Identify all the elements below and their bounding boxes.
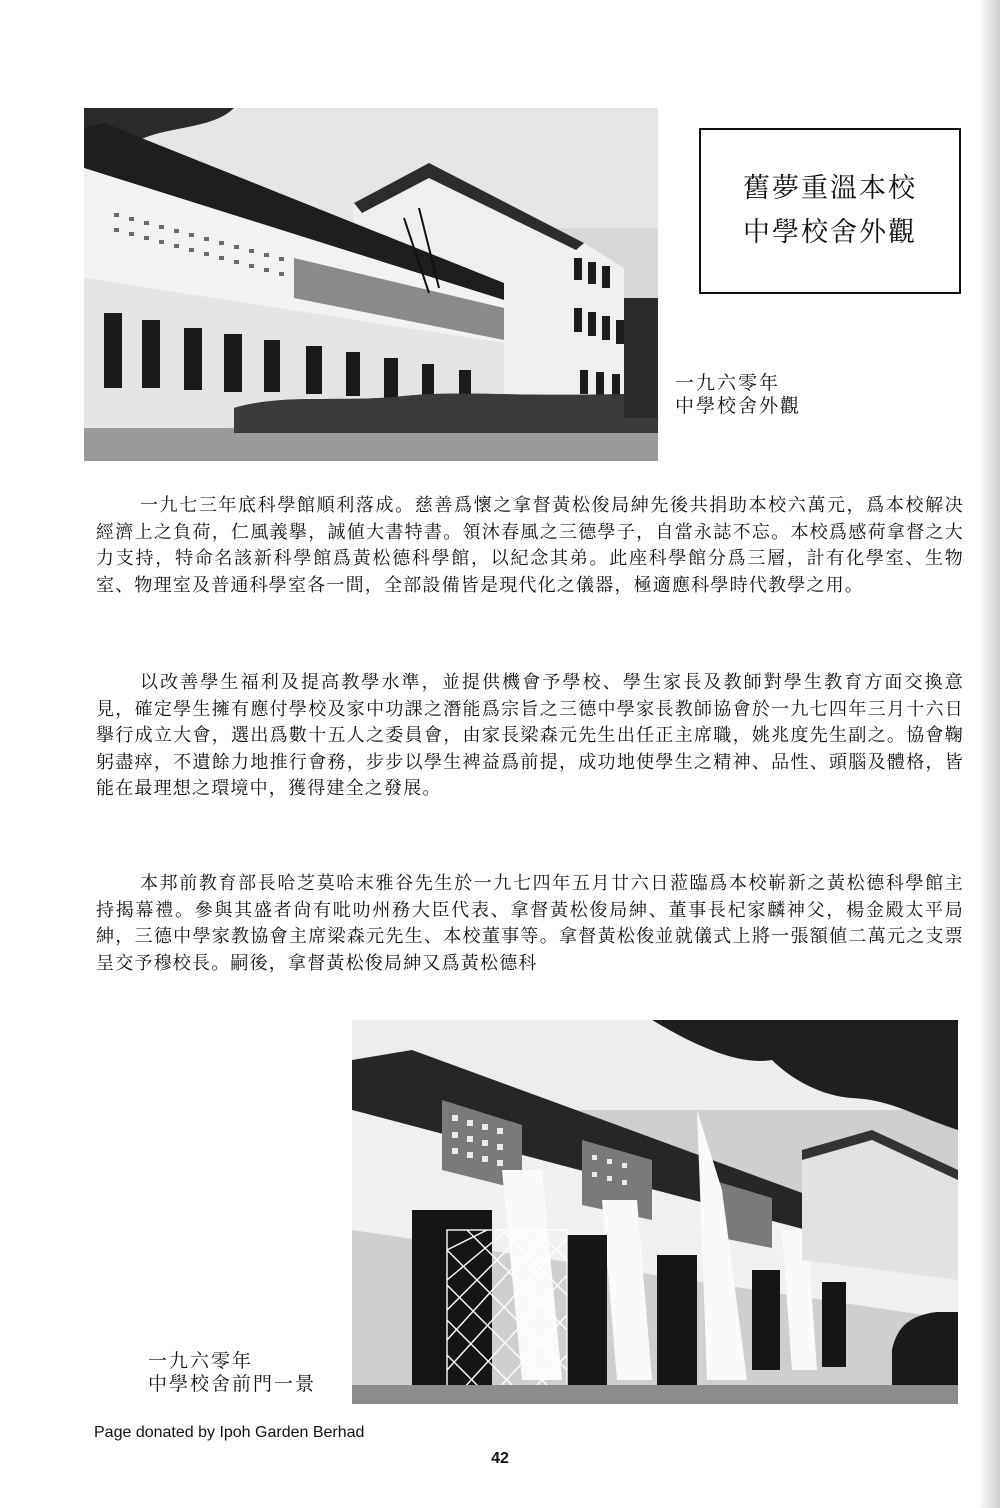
page-number: 42: [491, 1450, 509, 1467]
body-paragraph-3: 本邦前教育部長哈芝莫哈末雅谷先生於一九七四年五月廿六日蒞臨爲本校嶄新之黃松德科學館主持揭幕禮。參與其盛者尙有吡叻州務大臣代表、拿督黃松俊局紳、董事長杞家麟神父，楊金殿太平局紳，三德中學家教協會主席梁森元先生、本校董事等。拿督黃松俊並就儀式上將一張額値二萬元之支票呈交予穆校長。嗣後，拿督黃松俊局紳又爲黃松德科: [96, 873, 964, 974]
school-building-illustration: [84, 108, 658, 461]
school-front-entrance-photo-1960: [352, 1020, 958, 1404]
title-line-1: 舊夢重溫本校: [743, 173, 917, 204]
school-building-photo-1960: [84, 108, 658, 461]
photo-caption-top: [675, 372, 801, 418]
caption-bottom-line-2: 中學校舍前門一景: [148, 1373, 317, 1395]
section-title-box: [699, 128, 961, 294]
school-entrance-illustration: [352, 1020, 958, 1404]
caption-top-line-2: 中學校舍外觀: [675, 395, 802, 417]
body-paragraph-2: 以改善學生福利及提高教學水準，並提供機會予學校、學生家長及教師對學生教育方面交換意見，確定學生擁有應付學校及家中功課之潛能爲宗旨之三德中學家長教師協會於一九七四年三月十六日擧行成立大會，選出爲數十五人之委員會，由家長梁森元先生出任正主席職，姚兆度先生副之。協會鞠躬盡瘁，不遺餘力地推行會務，步步以學生裨益爲前提，成功地使學生之精神、品性、頭腦及體格，皆能在最理想之環境中，獲得建全之發展。: [96, 672, 964, 799]
title-line-2: 中學校舍外觀: [743, 217, 917, 248]
caption-top-line-1: 一九六零年: [675, 372, 781, 394]
page-edge-shadow: [978, 0, 1000, 1508]
footer-donor-credit: Page donated by Ipoh Garden Berhad: [94, 1424, 365, 1441]
body-paragraph-1: 一九七三年底科學館順利落成。慈善爲懷之拿督黃松俊局紳先後共捐助本校六萬元，爲本校解决經濟上之負荷，仁風義擧，誠値大書特書。領沐春風之三德學子，自當永誌不忘。本校爲感荷拿督之大力支持，特命名該新科學館爲黃松德科學館，以紀念其弟。此座科學館分爲三層，計有化學室、生物室、物理室及普通科學室各一間，全部設備皆是現代化之儀器，極適應科學時代教學之用。: [96, 495, 964, 596]
photo-caption-bottom: [148, 1350, 316, 1396]
caption-bottom-line-1: 一九六零年: [148, 1350, 254, 1372]
